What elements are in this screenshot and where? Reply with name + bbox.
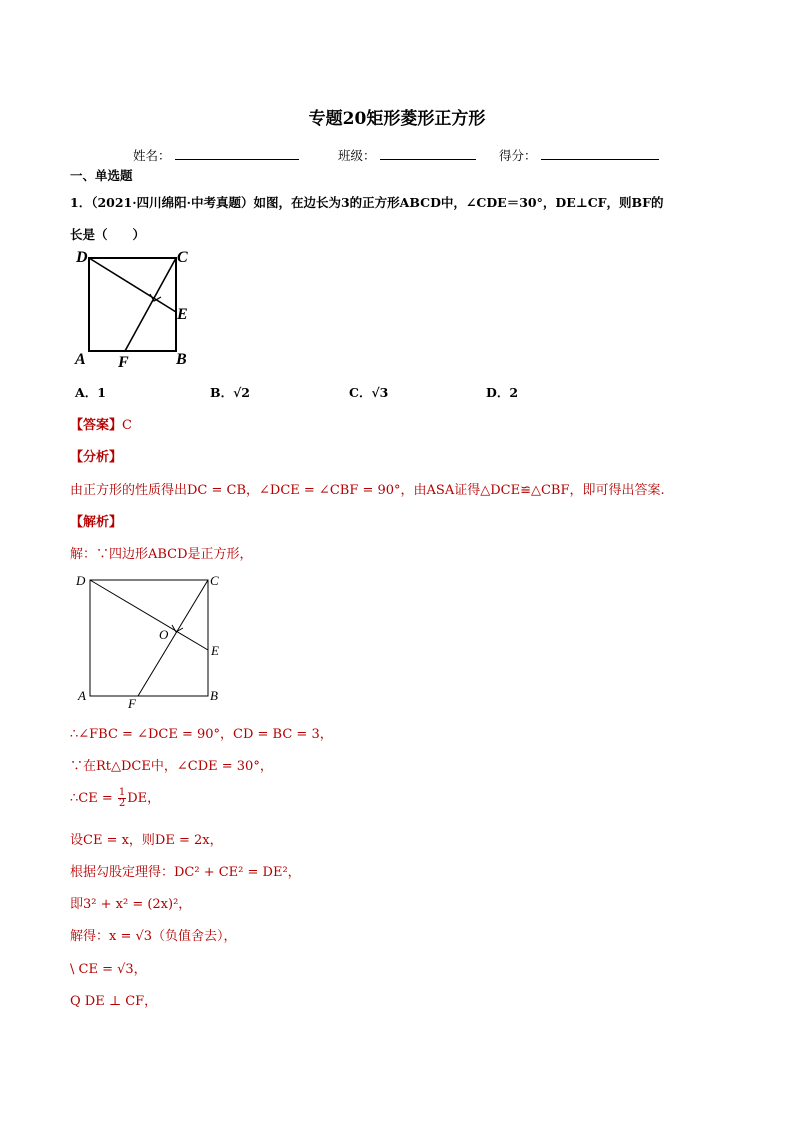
fraction-numerator: 1	[118, 787, 126, 798]
square-figure-2	[70, 570, 230, 710]
document-title: 专题20矩形菱形正方形	[308, 109, 486, 129]
solution-step-9: Q DE ⊥ CF，	[70, 994, 158, 1009]
label-c: C	[177, 249, 188, 266]
label-b-2: B	[210, 688, 218, 703]
segment-de-2	[90, 580, 208, 650]
label-a: A	[75, 351, 86, 368]
solution-step-3	[70, 787, 160, 809]
label-b: B	[176, 351, 187, 368]
step-3-tail: DE，	[127, 791, 161, 806]
right-angle-mark-2	[172, 625, 183, 632]
option-d: D．2	[486, 385, 519, 400]
solution-step-7: 解得：x = √3（负值舍去），	[70, 929, 237, 944]
answer-tag: 【答案】	[70, 418, 123, 433]
answer-block	[70, 414, 132, 433]
label-o-2: O	[159, 627, 169, 642]
question-line-1: 1．（2021·四川绵阳·中考真题）如图，在边长为3的正方形ABCD中，∠CDE＝30°，DE⊥CF，则BF的	[70, 195, 664, 210]
label-d-2: D	[76, 573, 86, 588]
solution-intro: 解：∵四边形ABCD是正方形，	[70, 547, 253, 562]
label-d: D	[76, 249, 88, 266]
label-a-2: A	[78, 688, 86, 703]
solution-tag: 【解析】	[70, 515, 123, 530]
segment-cf	[125, 258, 176, 351]
solution-step-2: ∵在Rt△DCE中，∠CDE = 30°，	[70, 759, 273, 774]
solution-step-8: \ CE = √3，	[70, 962, 147, 977]
solution-step-6: 即3² + x² = (2x)²，	[70, 897, 192, 912]
step-3-lead: ∴CE =	[70, 791, 113, 806]
analysis-text: 由正方形的性质得出DC = CB，∠DCE = ∠CBF = 90°，由ASA证得△DCE≌△CBF，即可得出答案.	[70, 483, 665, 498]
fraction-one-half	[118, 788, 126, 809]
option-c: C．√3	[349, 385, 389, 400]
question-line-2: 长是（ ）	[70, 227, 146, 242]
score-field	[499, 146, 659, 164]
analysis-tag: 【分析】	[70, 450, 123, 465]
score-blank	[541, 147, 659, 160]
fraction-denominator: 2	[118, 798, 126, 809]
label-e-2: E	[211, 643, 219, 658]
square-figure-1	[70, 246, 200, 374]
class-label: 班级：	[338, 148, 376, 163]
name-label: 姓名：	[133, 148, 171, 163]
score-label: 得分：	[499, 148, 537, 163]
label-c-2: C	[210, 573, 219, 588]
segment-cf-2	[138, 580, 208, 696]
label-e: E	[177, 306, 188, 323]
option-a: A．1	[75, 385, 106, 400]
solution-step-5: 根据勾股定理得：DC² + CE² = DE²，	[70, 865, 301, 880]
name-field	[133, 146, 299, 164]
class-field	[338, 146, 476, 164]
solution-step-4: 设CE = x，则DE = 2x，	[70, 833, 223, 848]
class-blank	[380, 147, 476, 160]
option-b: B．√2	[210, 385, 250, 400]
segment-de	[89, 258, 176, 312]
name-blank	[175, 147, 299, 160]
answer-value: C	[122, 418, 132, 433]
label-f-2: F	[128, 696, 136, 710]
solution-step-1: ∴∠FBC = ∠DCE = 90°，CD = BC = 3，	[70, 727, 333, 742]
section-heading: 一、单选题	[70, 168, 133, 183]
label-f: F	[118, 354, 129, 371]
